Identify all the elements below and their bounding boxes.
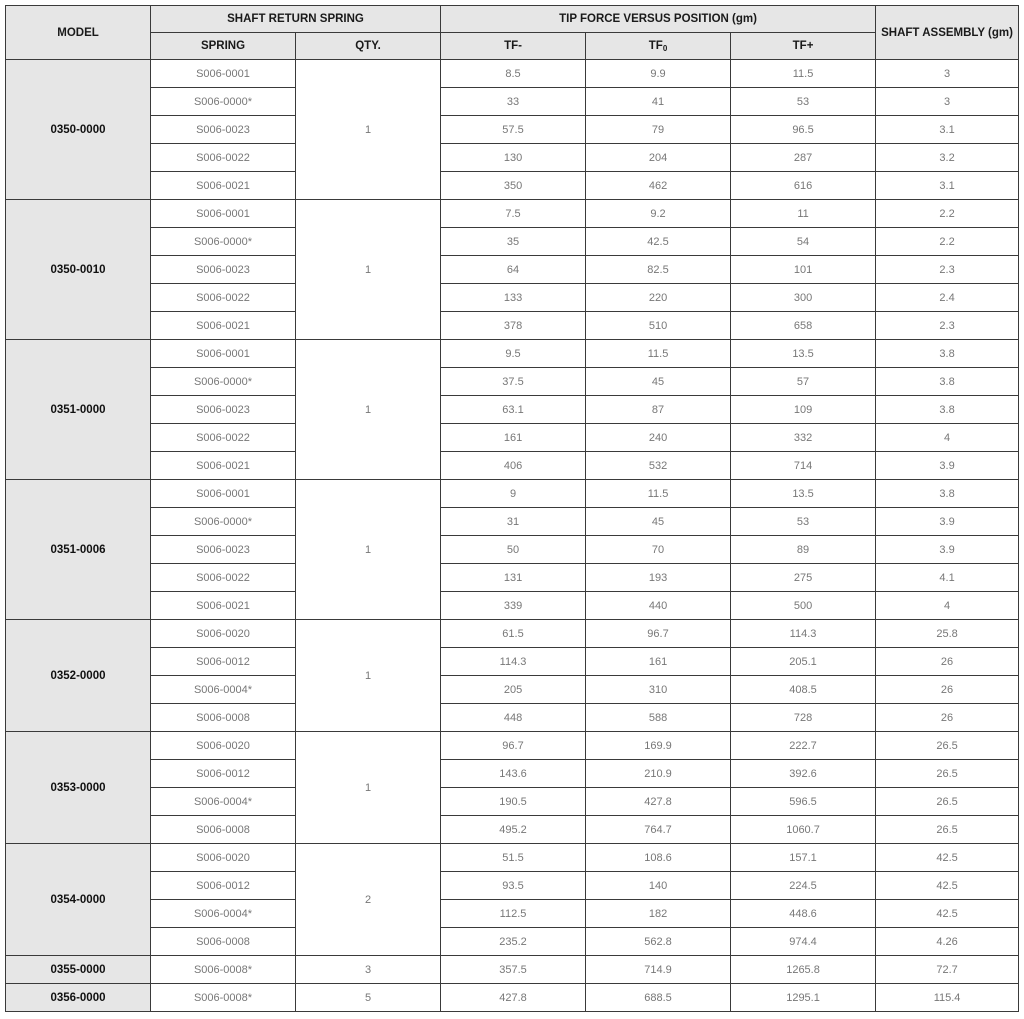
assembly-cell: 3 [876,60,1019,88]
table-row [6,536,1019,564]
tf-minus-cell: 9.5 [441,340,586,368]
tf-minus-cell: 378 [441,312,586,340]
tf-zero-cell: 562.8 [586,928,731,956]
tf-zero-cell: 764.7 [586,816,731,844]
spring-cell: S006-0008* [151,956,296,984]
tf-minus-cell: 63.1 [441,396,586,424]
spring-cell: S006-0000* [151,368,296,396]
spring-cell: S006-0020 [151,620,296,648]
spring-cell: S006-0022 [151,284,296,312]
model-cell: 0350-0000 [6,60,151,200]
tf-plus-cell: 1295.1 [731,984,876,1012]
tf-minus-cell: 190.5 [441,788,586,816]
spring-cell: S006-0004* [151,676,296,704]
tf-zero-cell: 220 [586,284,731,312]
assembly-cell: 2.3 [876,256,1019,284]
spring-cell: S006-0021 [151,312,296,340]
assembly-cell: 26 [876,648,1019,676]
table-row [6,424,1019,452]
tf-zero-cell: 42.5 [586,228,731,256]
tf-zero-cell: 182 [586,900,731,928]
table-row [6,844,1019,872]
assembly-cell: 2.4 [876,284,1019,312]
spring-cell: S006-0008 [151,816,296,844]
tf-plus-cell: 109 [731,396,876,424]
table-row [6,340,1019,368]
tf-zero-cell: 204 [586,144,731,172]
table-header [6,6,1019,60]
tf-plus-cell: 101 [731,256,876,284]
tf-zero-cell: 588 [586,704,731,732]
model-cell: 0351-0000 [6,340,151,480]
spring-cell: S006-0021 [151,592,296,620]
model-cell: 0355-0000 [6,956,151,984]
spring-cell: S006-0000* [151,88,296,116]
tf-minus-cell: 235.2 [441,928,586,956]
tf-zero-cell: 240 [586,424,731,452]
tf-plus-cell: 332 [731,424,876,452]
spring-cell: S006-0001 [151,60,296,88]
header-tf-minus: TF- [441,33,586,60]
spring-cell: S006-0004* [151,900,296,928]
tf-plus-cell: 728 [731,704,876,732]
tf-minus-cell: 130 [441,144,586,172]
spring-cell: S006-0021 [151,452,296,480]
tf-plus-cell: 392.6 [731,760,876,788]
table-row [6,116,1019,144]
table-row [6,144,1019,172]
model-cell: 0354-0000 [6,844,151,956]
header-tf-zero [586,33,731,60]
tf-plus-cell: 1265.8 [731,956,876,984]
assembly-cell: 26 [876,704,1019,732]
table-row [6,900,1019,928]
assembly-cell: 3.9 [876,508,1019,536]
spring-cell: S006-0020 [151,732,296,760]
tf-plus-cell: 300 [731,284,876,312]
table-row [6,228,1019,256]
header-tf-plus: TF+ [731,33,876,60]
tf-minus-cell: 495.2 [441,816,586,844]
table-row [6,172,1019,200]
tf-plus-cell: 53 [731,88,876,116]
tf-zero-cell: 510 [586,312,731,340]
table-row [6,620,1019,648]
tf-plus-cell: 89 [731,536,876,564]
assembly-cell: 3.9 [876,452,1019,480]
tf-plus-cell: 1060.7 [731,816,876,844]
assembly-cell: 42.5 [876,900,1019,928]
tf-plus-cell: 53 [731,508,876,536]
assembly-cell: 4 [876,592,1019,620]
table-row [6,312,1019,340]
table-row [6,452,1019,480]
tf-plus-cell: 11.5 [731,60,876,88]
tf-plus-cell: 54 [731,228,876,256]
tf-zero-cell: 9.2 [586,200,731,228]
spring-cell: S006-0000* [151,508,296,536]
assembly-cell: 3.2 [876,144,1019,172]
header-tf-zero-base: TF [648,39,663,52]
table-row [6,956,1019,984]
table-row [6,928,1019,956]
tf-minus-cell: 57.5 [441,116,586,144]
tf-plus-cell: 448.6 [731,900,876,928]
tf-zero-cell: 714.9 [586,956,731,984]
table-row [6,648,1019,676]
assembly-cell: 26.5 [876,816,1019,844]
assembly-cell: 3.8 [876,396,1019,424]
tf-zero-cell: 532 [586,452,731,480]
spring-cell: S006-0004* [151,788,296,816]
tf-minus-cell: 33 [441,88,586,116]
spring-cell: S006-0008 [151,704,296,732]
spring-cell: S006-0021 [151,172,296,200]
assembly-cell: 3.8 [876,340,1019,368]
tf-minus-cell: 205 [441,676,586,704]
spring-cell: S006-0023 [151,116,296,144]
spring-cell: S006-0022 [151,424,296,452]
tf-zero-cell: 45 [586,368,731,396]
model-cell: 0350-0010 [6,200,151,340]
model-cell: 0353-0000 [6,732,151,844]
tf-minus-cell: 96.7 [441,732,586,760]
assembly-cell: 4.1 [876,564,1019,592]
assembly-cell: 3.8 [876,368,1019,396]
tf-minus-cell: 161 [441,424,586,452]
table-row [6,984,1019,1012]
tf-zero-cell: 210.9 [586,760,731,788]
tf-plus-cell: 408.5 [731,676,876,704]
spring-cell: S006-0023 [151,536,296,564]
tf-zero-cell: 427.8 [586,788,731,816]
assembly-cell: 26.5 [876,732,1019,760]
spring-cell: S006-0012 [151,872,296,900]
spring-cell: S006-0001 [151,340,296,368]
tf-zero-cell: 11.5 [586,480,731,508]
header-qty: QTY. [296,33,441,60]
tf-plus-cell: 224.5 [731,872,876,900]
tf-minus-cell: 64 [441,256,586,284]
assembly-cell: 2.2 [876,200,1019,228]
assembly-cell: 3 [876,88,1019,116]
table-row [6,508,1019,536]
table-row [6,732,1019,760]
spring-cell: S006-0000* [151,228,296,256]
tf-minus-cell: 114.3 [441,648,586,676]
qty-cell: 1 [296,480,441,620]
tf-zero-cell: 462 [586,172,731,200]
table-row [6,200,1019,228]
qty-cell: 1 [296,60,441,200]
tf-zero-cell: 96.7 [586,620,731,648]
assembly-cell: 26.5 [876,788,1019,816]
tf-zero-cell: 87 [586,396,731,424]
assembly-cell: 26 [876,676,1019,704]
header-spring: SPRING [151,33,296,60]
tf-minus-cell: 37.5 [441,368,586,396]
tf-minus-cell: 357.5 [441,956,586,984]
tf-plus-cell: 616 [731,172,876,200]
assembly-cell: 25.8 [876,620,1019,648]
assembly-cell: 3.1 [876,172,1019,200]
qty-cell: 1 [296,340,441,480]
tf-minus-cell: 143.6 [441,760,586,788]
table-row [6,284,1019,312]
tf-zero-cell: 70 [586,536,731,564]
table-row [6,788,1019,816]
model-cell: 0356-0000 [6,984,151,1012]
table-row [6,368,1019,396]
table-body [6,60,1019,1012]
tf-minus-cell: 133 [441,284,586,312]
tf-zero-cell: 79 [586,116,731,144]
assembly-cell: 3.9 [876,536,1019,564]
table-row [6,704,1019,732]
tf-plus-cell: 157.1 [731,844,876,872]
tf-zero-cell: 82.5 [586,256,731,284]
tf-minus-cell: 350 [441,172,586,200]
header-tf-zero-sub: 0 [662,43,668,53]
tf-plus-cell: 974.4 [731,928,876,956]
model-cell: 0352-0000 [6,620,151,732]
tf-plus-cell: 13.5 [731,340,876,368]
tf-zero-cell: 45 [586,508,731,536]
spring-cell: S006-0008 [151,928,296,956]
tf-minus-cell: 7.5 [441,200,586,228]
spring-cell: S006-0001 [151,200,296,228]
header-shaft-return-spring: SHAFT RETURN SPRING [151,6,441,33]
tf-plus-cell: 13.5 [731,480,876,508]
tf-plus-cell: 275 [731,564,876,592]
spring-cell: S006-0012 [151,648,296,676]
tf-zero-cell: 41 [586,88,731,116]
tf-plus-cell: 11 [731,200,876,228]
assembly-cell: 4 [876,424,1019,452]
tf-plus-cell: 205.1 [731,648,876,676]
tf-minus-cell: 61.5 [441,620,586,648]
table-row [6,676,1019,704]
tf-zero-cell: 11.5 [586,340,731,368]
tf-minus-cell: 35 [441,228,586,256]
tf-minus-cell: 427.8 [441,984,586,1012]
tf-zero-cell: 688.5 [586,984,731,1012]
tf-zero-cell: 140 [586,872,731,900]
spring-cell: S006-0023 [151,256,296,284]
tf-zero-cell: 169.9 [586,732,731,760]
table-row [6,88,1019,116]
header-model: MODEL [6,6,151,60]
tf-zero-cell: 108.6 [586,844,731,872]
table-row [6,592,1019,620]
tf-zero-cell: 310 [586,676,731,704]
table-row [6,872,1019,900]
assembly-cell: 2.3 [876,312,1019,340]
qty-cell: 1 [296,732,441,844]
table-row [6,396,1019,424]
tf-minus-cell: 339 [441,592,586,620]
assembly-cell: 42.5 [876,872,1019,900]
tf-plus-cell: 96.5 [731,116,876,144]
spring-cell: S006-0008* [151,984,296,1012]
tf-minus-cell: 112.5 [441,900,586,928]
assembly-cell: 3.1 [876,116,1019,144]
assembly-cell: 2.2 [876,228,1019,256]
tf-zero-cell: 440 [586,592,731,620]
qty-cell: 1 [296,620,441,732]
tf-minus-cell: 51.5 [441,844,586,872]
spring-cell: S006-0022 [151,144,296,172]
header-shaft-assembly: SHAFT ASSEMBLY (gm) [876,6,1019,60]
spec-table-container [5,5,1019,1012]
tf-plus-cell: 287 [731,144,876,172]
table-row [6,60,1019,88]
tf-plus-cell: 500 [731,592,876,620]
tf-minus-cell: 31 [441,508,586,536]
assembly-cell: 26.5 [876,760,1019,788]
assembly-cell: 4.26 [876,928,1019,956]
tip-force-table [5,5,1019,1012]
tf-minus-cell: 93.5 [441,872,586,900]
model-cell: 0351-0006 [6,480,151,620]
qty-cell: 5 [296,984,441,1012]
tf-minus-cell: 50 [441,536,586,564]
assembly-cell: 3.8 [876,480,1019,508]
tf-zero-cell: 9.9 [586,60,731,88]
table-row [6,816,1019,844]
tf-minus-cell: 406 [441,452,586,480]
tf-plus-cell: 714 [731,452,876,480]
tf-minus-cell: 448 [441,704,586,732]
assembly-cell: 72.7 [876,956,1019,984]
tf-minus-cell: 131 [441,564,586,592]
header-tip-force: TIP FORCE VERSUS POSITION (gm) [441,6,876,33]
table-row [6,480,1019,508]
tf-plus-cell: 57 [731,368,876,396]
qty-cell: 2 [296,844,441,956]
qty-cell: 3 [296,956,441,984]
spring-cell: S006-0001 [151,480,296,508]
tf-minus-cell: 8.5 [441,60,586,88]
tf-zero-cell: 161 [586,648,731,676]
table-row [6,760,1019,788]
tf-minus-cell: 9 [441,480,586,508]
spring-cell: S006-0023 [151,396,296,424]
tf-plus-cell: 658 [731,312,876,340]
tf-plus-cell: 222.7 [731,732,876,760]
spring-cell: S006-0012 [151,760,296,788]
tf-zero-cell: 193 [586,564,731,592]
tf-plus-cell: 596.5 [731,788,876,816]
assembly-cell: 115.4 [876,984,1019,1012]
spring-cell: S006-0022 [151,564,296,592]
qty-cell: 1 [296,200,441,340]
table-row [6,564,1019,592]
tf-plus-cell: 114.3 [731,620,876,648]
spring-cell: S006-0020 [151,844,296,872]
table-row [6,256,1019,284]
assembly-cell: 42.5 [876,844,1019,872]
